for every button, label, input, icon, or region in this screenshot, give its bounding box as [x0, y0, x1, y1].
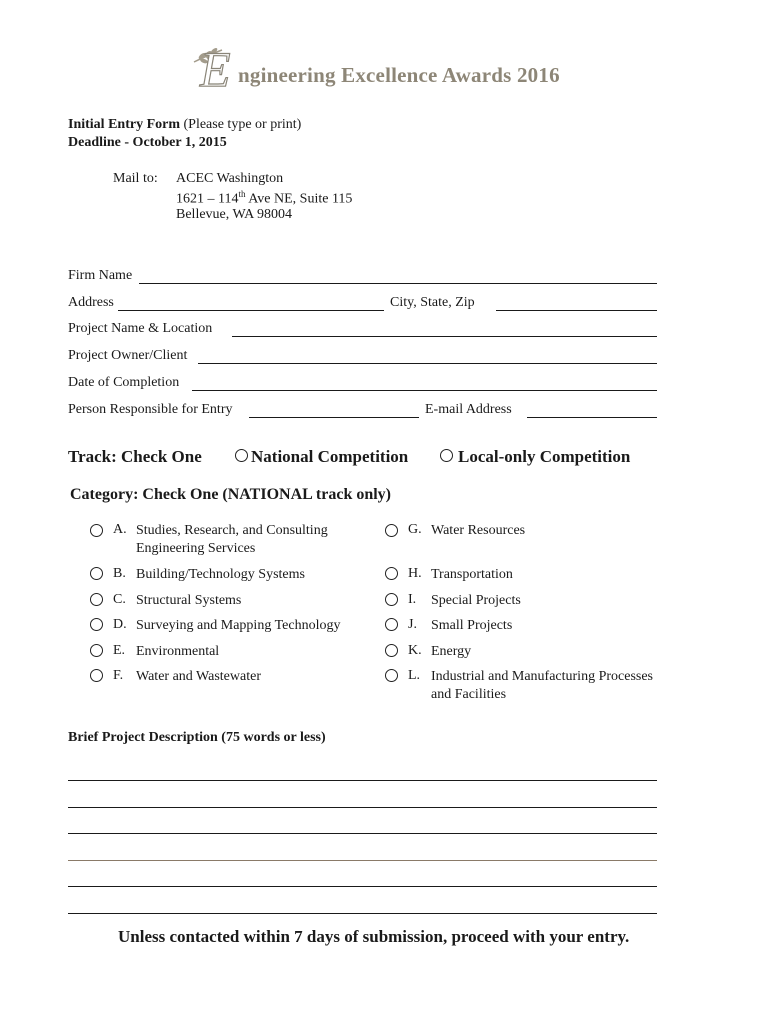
- firm-name-label: Firm Name: [68, 268, 133, 283]
- date-completion-field[interactable]: [192, 390, 657, 391]
- category-i-label: Special Projects: [431, 593, 521, 608]
- form-note: (Please type or print): [180, 117, 302, 132]
- track-national-radio[interactable]: [235, 449, 248, 462]
- category-e-label: Environmental: [136, 644, 220, 659]
- email-label: E-mail Address: [425, 402, 512, 417]
- deadline: Deadline - October 1, 2015: [68, 135, 227, 150]
- category-a-label-line2: Engineering Services: [136, 541, 256, 556]
- category-e-radio[interactable]: [90, 644, 103, 657]
- track-national-label: National Competition: [251, 447, 409, 466]
- category-h-letter: H.: [408, 566, 422, 581]
- category-d-radio[interactable]: [90, 618, 103, 631]
- date-completion-label: Date of Completion: [68, 375, 180, 390]
- category-c-label: Structural Systems: [136, 593, 242, 608]
- description-line-5[interactable]: [68, 886, 657, 887]
- person-responsible-field[interactable]: [249, 417, 419, 418]
- description-line-6[interactable]: [68, 913, 657, 914]
- person-responsible-label: Person Responsible for Entry: [68, 402, 233, 417]
- mail-street-prefix: 1621 – 114: [176, 191, 239, 207]
- category-b-letter: B.: [113, 566, 126, 581]
- category-d-label: Surveying and Mapping Technology: [136, 618, 341, 633]
- track-local-label: Local-only Competition: [458, 447, 631, 466]
- category-j-letter: J.: [408, 617, 417, 632]
- category-b-label: Building/Technology Systems: [136, 567, 305, 582]
- category-l-label-line2: and Facilities: [431, 687, 507, 702]
- category-j-radio[interactable]: [385, 618, 398, 631]
- category-l-label: Industrial and Manufacturing Processes: [431, 669, 653, 684]
- city-state-zip-label: City, State, Zip: [390, 295, 475, 310]
- category-heading: Category: Check One (NATIONAL track only): [70, 486, 392, 503]
- category-k-radio[interactable]: [385, 644, 398, 657]
- track-label: Track: Check One: [68, 447, 202, 466]
- email-field[interactable]: [527, 417, 657, 418]
- track-local-radio[interactable]: [440, 449, 453, 462]
- mail-street-suffix: Ave NE, Suite 115: [245, 191, 353, 207]
- category-c-radio[interactable]: [90, 593, 103, 606]
- submission-notice: Unless contacted within 7 days of submission, proceed with your entry.: [118, 927, 630, 946]
- firm-name-field[interactable]: [139, 283, 657, 284]
- description-line-4[interactable]: [68, 860, 657, 861]
- category-k-letter: K.: [408, 643, 422, 658]
- mail-label: Mail to:: [113, 171, 158, 186]
- category-e-letter: E.: [113, 643, 126, 658]
- category-g-radio[interactable]: [385, 524, 398, 537]
- category-d-letter: D.: [113, 617, 127, 632]
- category-f-radio[interactable]: [90, 669, 103, 682]
- category-l-letter: L.: [408, 668, 421, 683]
- form-label: Initial Entry Form: [68, 117, 180, 132]
- project-name-field[interactable]: [232, 336, 657, 337]
- category-k-label: Energy: [431, 644, 472, 659]
- mail-street-sup: th: [238, 189, 246, 199]
- category-b-radio[interactable]: [90, 567, 103, 580]
- mail-city: Bellevue, WA 98004: [176, 207, 293, 222]
- form-intro: [68, 117, 301, 133]
- mail-org: ACEC Washington: [176, 171, 284, 186]
- mail-street: [176, 189, 352, 208]
- address-label: Address: [68, 295, 114, 310]
- category-a-letter: A.: [113, 522, 127, 537]
- category-a-label: Studies, Research, and Consulting: [136, 523, 328, 538]
- page-title: ngineering Excellence Awards 2016: [238, 63, 560, 87]
- description-line-3[interactable]: [68, 833, 657, 834]
- category-f-label: Water and Wastewater: [136, 669, 261, 684]
- category-f-letter: F.: [113, 668, 124, 683]
- description-line-1[interactable]: [68, 780, 657, 781]
- category-h-label: Transportation: [431, 567, 513, 582]
- description-heading: Brief Project Description (75 words or less): [68, 730, 326, 745]
- category-j-label: Small Projects: [431, 618, 513, 633]
- project-owner-label: Project Owner/Client: [68, 348, 188, 363]
- project-name-label: Project Name & Location: [68, 321, 213, 336]
- title-initial-letter: E: [200, 41, 231, 97]
- category-g-letter: G.: [408, 522, 422, 537]
- category-i-radio[interactable]: [385, 593, 398, 606]
- category-a-radio[interactable]: [90, 524, 103, 537]
- description-line-2[interactable]: [68, 807, 657, 808]
- project-owner-field[interactable]: [198, 363, 657, 364]
- category-g-label: Water Resources: [431, 523, 526, 538]
- category-c-letter: C.: [113, 592, 126, 607]
- category-l-radio[interactable]: [385, 669, 398, 682]
- address-field[interactable]: [118, 310, 384, 311]
- category-i-letter: I.: [408, 592, 417, 607]
- city-state-zip-field[interactable]: [496, 310, 657, 311]
- category-h-radio[interactable]: [385, 567, 398, 580]
